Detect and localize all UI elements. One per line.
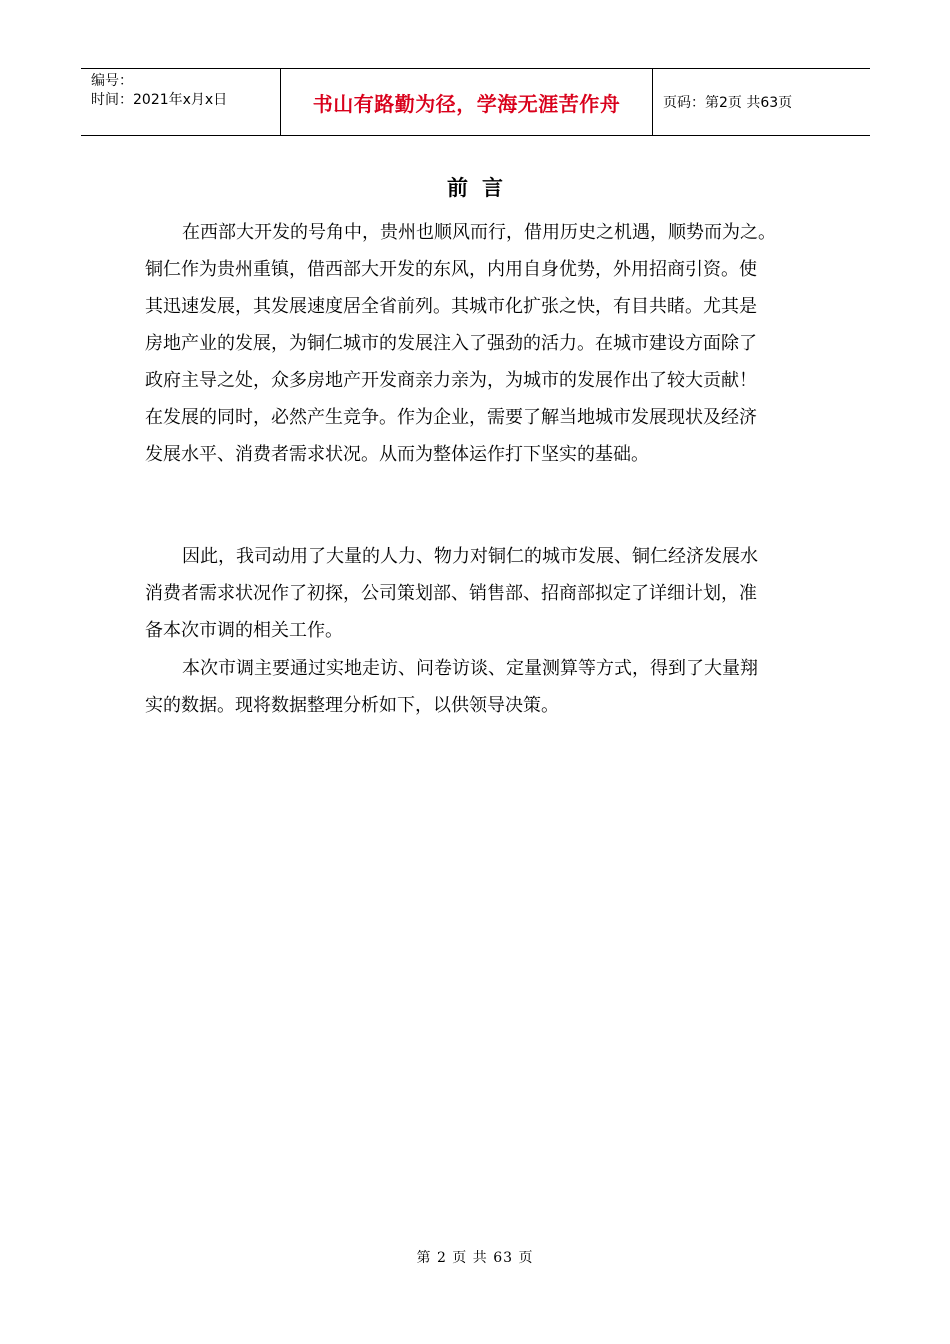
document-header [81, 68, 870, 136]
header-page-cell [653, 69, 870, 135]
paragraph-line: 房地产业的发展，为铜仁城市的发展注入了强劲的活力。在城市建设方面除了 [145, 333, 757, 354]
page-footer: 第 2 页 共 63 页 [416, 1250, 534, 1266]
paragraph-intro [145, 214, 825, 473]
paragraph-line: 本次市调主要通过实地走访、问卷访谈、定量测算等方式，得到了大量翔 [182, 658, 758, 679]
header-motto: 书山有路勤为径，学海无涯苦作舟 [312, 91, 621, 116]
paragraph-line: 因此，我司动用了大量的人力、物力对铜仁的城市发展、铜仁经济发展水 [182, 546, 758, 567]
paragraph-line: 实的数据。现将数据整理分析如下，以供领导决策。 [145, 695, 559, 716]
paragraph-line: 发展水平、消费者需求状况。从而为整体运作打下坚实的基础。 [145, 444, 649, 465]
header-motto-cell [281, 69, 653, 135]
paragraph-line: 政府主导之处，众多房地产开发商亲力亲为，为城市的发展作出了较大贡献！ [145, 370, 757, 391]
section-title: 前言 [447, 176, 517, 200]
document-number-label: 编号： [91, 73, 133, 89]
header-meta-cell [81, 69, 281, 135]
paragraph-line: 其迅速发展，其发展速度居全省前列。其城市化扩张之快，有目共睹。尤其是 [145, 296, 757, 317]
paragraph-line: 消费者需求状况作了初探，公司策划部、销售部、招商部拟定了详细计划，准 [145, 583, 757, 604]
paragraph-line: 铜仁作为贵州重镇，借西部大开发的东风，内用自身优势，外用招商引资。使 [145, 259, 757, 280]
paragraph-line: 在西部大开发的号角中，贵州也顺风而行，借用历史之机遇，顺势而为之。 [182, 222, 776, 243]
paragraph-line: 在发展的同时，必然产生竞争。作为企业，需要了解当地城市发展现状及经济 [145, 407, 757, 428]
paragraph-line: 备本次市调的相关工作。 [145, 620, 343, 641]
document-date: 时间：2021年x月x日 [91, 92, 228, 108]
paragraph-methodology [145, 650, 825, 724]
header-page-info: 页码：第2页 共63页 [663, 95, 793, 111]
paragraph-research-effort [145, 538, 825, 649]
